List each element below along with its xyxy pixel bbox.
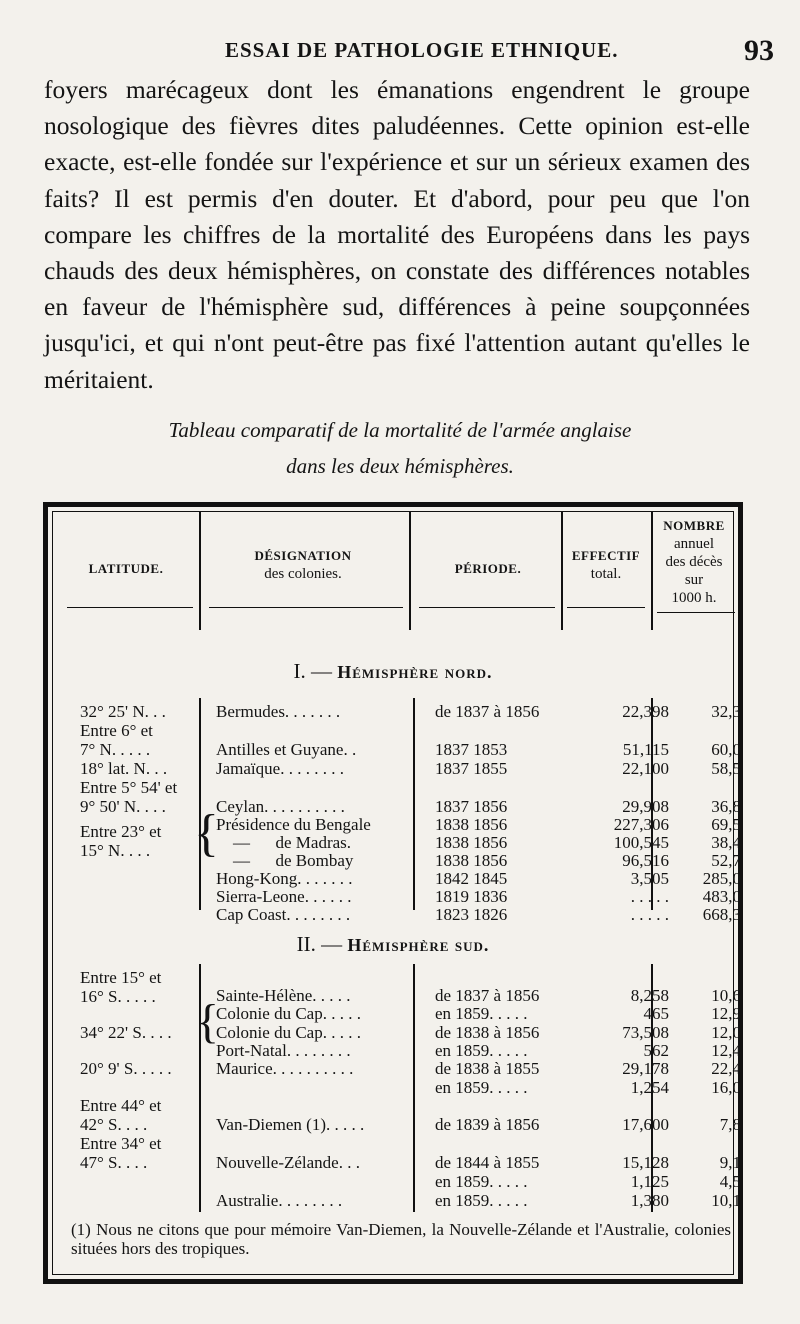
- effectif-cell: . . . . .: [630, 887, 669, 906]
- deces-cell: 4,5: [719, 1172, 741, 1191]
- effectif-cell: 22,100: [622, 759, 669, 778]
- column-rule: [199, 512, 201, 630]
- effectif-cell: 227,306: [613, 815, 669, 834]
- column-rule: [413, 964, 415, 1212]
- deces-cell: 668,3: [702, 905, 741, 924]
- header-nombre-line1: NOMBRE: [663, 518, 725, 533]
- effectif-cell: 29,908: [622, 797, 669, 816]
- latitude-cell: 15° N. . . .: [80, 841, 151, 860]
- header-effectif-line1: EFFECTIF: [571, 548, 641, 563]
- period-cell: 1837 1853: [435, 740, 508, 759]
- period-cell: de 1837 à 1856: [435, 702, 540, 721]
- header-underline: [67, 607, 193, 608]
- deces-cell: 285,0: [702, 869, 741, 888]
- colony-cell: Port-Natal. . . . . . . .: [216, 1041, 351, 1060]
- period-cell: en 1859. . . . .: [435, 1172, 528, 1191]
- colony-cell: Bermudes. . . . . . .: [216, 702, 341, 721]
- header-nombre-line3: des décès: [665, 554, 723, 570]
- effectif-cell: 22,398: [622, 702, 669, 721]
- header-nombre-line4: sur: [684, 572, 704, 588]
- header-designation: [203, 546, 403, 584]
- colony-cell: Antilles et Guyane. .: [216, 740, 357, 759]
- running-title: ESSAI DE PATHOLOGIE ETHNIQUE.: [225, 38, 619, 62]
- page-number: 93: [744, 34, 774, 67]
- colony-cell: — de Madras.: [216, 833, 352, 852]
- period-cell: de 1839 à 1856: [435, 1115, 540, 1134]
- period-cell: 1838 1856: [435, 851, 508, 870]
- colony-cell: Australie. . . . . . . .: [216, 1191, 343, 1210]
- colony-cell: Sierra-Leone. . . . . .: [216, 887, 352, 906]
- latitude-cell: 42° S. . . .: [80, 1115, 148, 1134]
- effectif-cell: 465: [643, 1004, 669, 1023]
- deces-cell: 10,6: [711, 986, 741, 1005]
- colony-cell: Colonie du Cap. . . . .: [216, 1023, 361, 1042]
- table-caption-line-1: Tableau comparatif de la mortalité de l'armée anglaise: [168, 418, 632, 442]
- period-cell: 1837 1855: [435, 759, 508, 778]
- brace-glyph: {: [196, 995, 220, 1048]
- section-south-numeral: II. —: [296, 932, 348, 956]
- colony-cell: Jamaïque. . . . . . . .: [216, 759, 344, 778]
- section-north-numeral: I. —: [293, 659, 338, 683]
- latitude-cell: 20° 9' S. . . . .: [80, 1059, 172, 1078]
- deces-cell: 22,4: [711, 1059, 741, 1078]
- header-underline: [567, 607, 645, 608]
- latitude-cell: 32° 25' N. . .: [80, 702, 166, 721]
- period-cell: 1838 1856: [435, 815, 508, 834]
- table-footnote: (1) Nous ne citons que pour mémoire Van-Diemen, la Nouvelle-Zélande et l'Australie, colonies situées hors des tropiques.: [71, 1220, 731, 1258]
- latitude-cell: Entre 44° et: [80, 1096, 162, 1115]
- deces-cell: 16,0: [711, 1078, 741, 1097]
- effectif-cell: 29,178: [622, 1059, 669, 1078]
- header-latitude: LATITUDE.: [88, 561, 164, 576]
- deces-cell: 12,0: [711, 1023, 741, 1042]
- latitude-cell: 16° S. . . . .: [80, 987, 156, 1006]
- section-title-north: [53, 659, 733, 684]
- column-rule: [651, 512, 653, 630]
- effectif-cell: 1,125: [630, 1172, 669, 1191]
- effectif-cell: 73,508: [622, 1023, 669, 1042]
- section-title-south: [53, 932, 733, 957]
- deces-cell: 60,0: [711, 740, 741, 759]
- colony-cell: Van-Diemen (1). . . . .: [216, 1115, 365, 1134]
- colony-cell: Nouvelle-Zélande. . .: [216, 1153, 360, 1172]
- effectif-cell: 100,545: [613, 833, 669, 852]
- latitude-cell: Entre 5° 54' et: [80, 778, 178, 797]
- deces-cell: 10,1: [711, 1191, 741, 1210]
- effectif-cell: 96,516: [622, 851, 669, 870]
- running-head: [40, 34, 780, 74]
- latitude-cell: 47° S. . . .: [80, 1153, 148, 1172]
- deces-cell: 12,4: [711, 1041, 741, 1060]
- header-underline: [419, 607, 555, 608]
- deces-cell: 69,5: [711, 815, 741, 834]
- period-cell: 1823 1826: [435, 905, 508, 924]
- effectif-cell: 15,128: [622, 1153, 669, 1172]
- colony-cell: Ceylan. . . . . . . . . .: [216, 797, 345, 816]
- header-designation-line1: DÉSIGNATION: [254, 548, 352, 563]
- deces-cell: 7,8: [719, 1115, 741, 1134]
- latitude-cell: 9° 50' N. . . .: [80, 797, 166, 816]
- period-cell: 1819 1836: [435, 887, 508, 906]
- latitude-cell: 34° 22' S. . . .: [80, 1023, 172, 1042]
- latitude-cell: 18° lat. N. . .: [80, 759, 168, 778]
- effectif-cell: 17,600: [622, 1115, 669, 1134]
- latitude-cell: Entre 6° et: [80, 721, 153, 740]
- header-effectif-line2: total.: [590, 566, 622, 582]
- deces-cell: 36,8: [711, 797, 741, 816]
- section-north-title: Hémisphère nord.: [337, 662, 493, 682]
- effectif-cell: 1,254: [630, 1078, 669, 1097]
- effectif-cell: 51,115: [622, 740, 669, 759]
- period-cell: 1838 1856: [435, 833, 508, 852]
- column-rule: [561, 512, 563, 630]
- latitude-cell: Entre 34° et: [80, 1134, 162, 1153]
- colony-cell: — de Bombay: [216, 851, 354, 870]
- period-cell: de 1838 à 1856: [435, 1023, 540, 1042]
- column-rule: [199, 698, 201, 910]
- table-caption-line-2: dans les deux hémisphères.: [286, 454, 514, 478]
- colony-cell: Présidence du Bengale: [216, 815, 371, 834]
- period-cell: de 1844 à 1855: [435, 1153, 540, 1172]
- period-cell: en 1859. . . . .: [435, 1041, 528, 1060]
- period-cell: en 1859. . . . .: [435, 1004, 528, 1023]
- column-rule: [409, 512, 411, 630]
- effectif-cell: 562: [643, 1041, 669, 1060]
- period-cell: en 1859. . . . .: [435, 1078, 528, 1097]
- period-cell: en 1859. . . . .: [435, 1191, 528, 1210]
- header-effectif: [561, 546, 651, 584]
- header-nombre-line5: 1000 h.: [671, 590, 717, 606]
- effectif-cell: 1,380: [630, 1191, 669, 1210]
- latitude-cell: Entre 15° et: [80, 968, 162, 987]
- colony-cell: Hong-Kong. . . . . . .: [216, 869, 353, 888]
- period-cell: de 1837 à 1856: [435, 986, 540, 1005]
- deces-cell: 52,7: [711, 851, 741, 870]
- deces-cell: 38,4: [711, 833, 741, 852]
- deces-cell: 12,9: [711, 1004, 741, 1023]
- effectif-cell: 8,258: [630, 986, 669, 1005]
- mortality-table-inner: [52, 511, 741, 1275]
- header-underline: [657, 612, 735, 613]
- mortality-table: [43, 502, 743, 1284]
- deces-cell: 9,1: [719, 1153, 741, 1172]
- deces-cell: 32,3: [711, 702, 741, 721]
- deces-cell: 58,5: [711, 759, 741, 778]
- colony-cell: Colonie du Cap. . . . .: [216, 1004, 361, 1023]
- header-nombre-line2: annuel: [674, 536, 714, 552]
- period-cell: 1842 1845: [435, 869, 508, 888]
- period-cell: de 1838 à 1855: [435, 1059, 540, 1078]
- header-underline: [209, 607, 403, 608]
- latitude-cell: Entre 23° et: [80, 822, 162, 841]
- colony-cell: Maurice. . . . . . . . . .: [216, 1059, 354, 1078]
- brace-glyph: {: [194, 805, 219, 862]
- section-south-title: Hémisphère sud.: [347, 935, 490, 955]
- colony-cell: Cap Coast. . . . . . . .: [216, 905, 351, 924]
- period-cell: 1837 1856: [435, 797, 508, 816]
- header-periode: PÉRIODE.: [454, 561, 522, 576]
- body-paragraph: foyers marécageux dont les émanations engendrent le groupe nosologique des fièvres dites paludéennes. Cette opinion est-elle exacte, est-elle fondée sur l'expérience et sur un sérieux examen des faits? Il est permis d'en douter. Et d'abord, pour peu que l'on compare les chiffres de la mortalité des Européens dans les pays chauds des deux hémisphères, on constate des différences notables en faveur de l'hémisphère sud, différences à peine soupçonnées jusqu'ici, et qui n'ont peut-être pas fixé l'attention autant qu'elles le méritaient.: [44, 75, 750, 394]
- column-rule: [413, 698, 415, 910]
- colony-cell: Sainte-Hélène. . . . .: [216, 986, 351, 1005]
- effectif-cell: . . . . .: [630, 905, 669, 924]
- body-paragraph-block: [44, 72, 750, 398]
- effectif-cell: 3,505: [630, 869, 669, 888]
- deces-cell: 483,0: [702, 887, 741, 906]
- latitude-cell: 7° N. . . . .: [80, 740, 151, 759]
- header-designation-line2: des colonies.: [264, 566, 342, 582]
- header-nombre: [651, 517, 737, 607]
